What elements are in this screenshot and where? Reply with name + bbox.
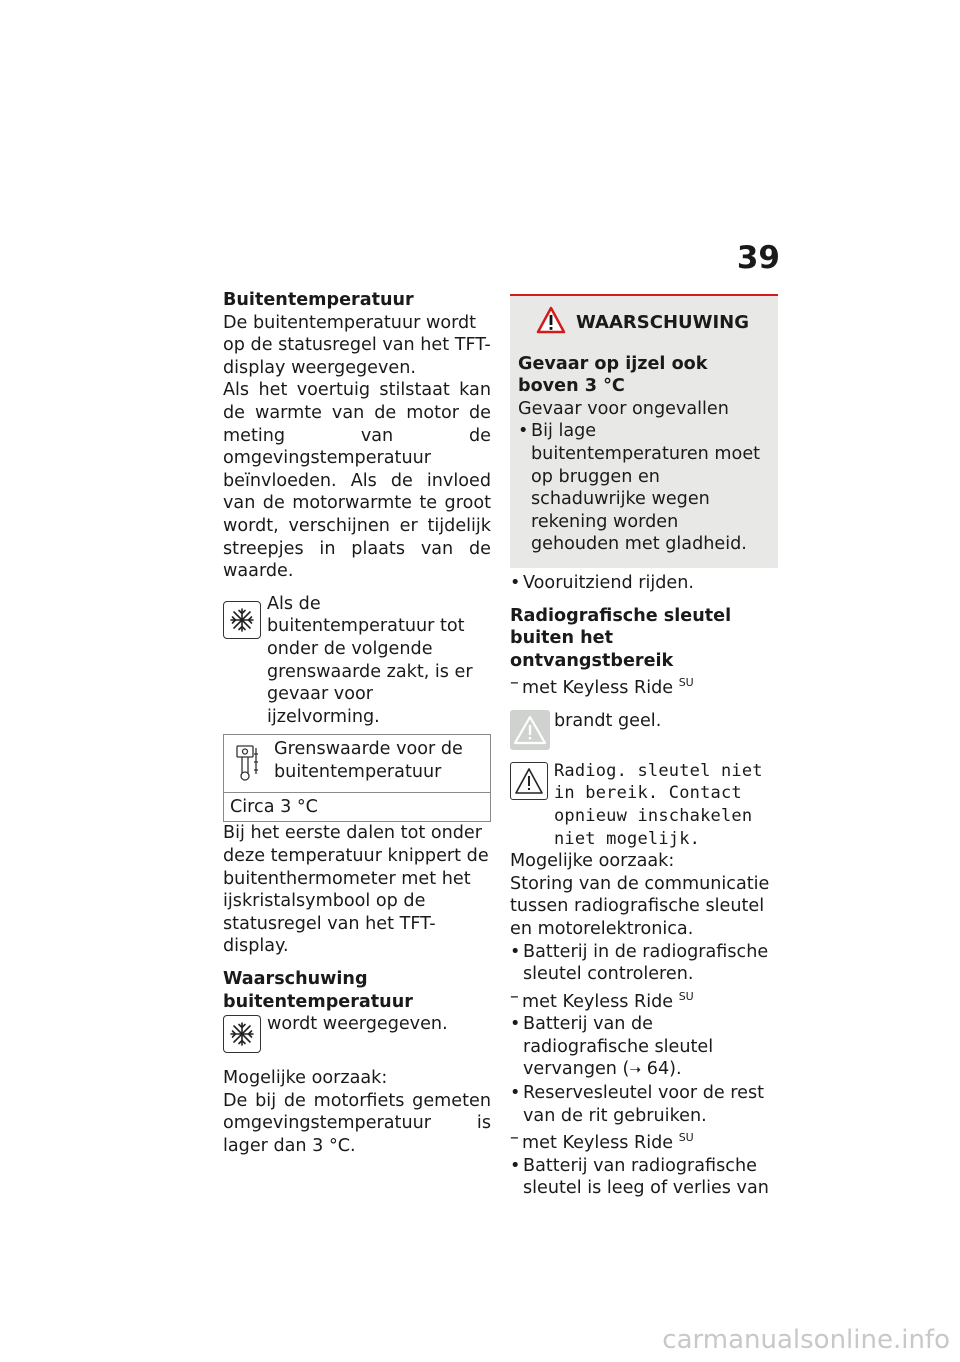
- ice-warning-text: Als de buitentemperatuur tot onder de volgende grenswaarde zakt, is er gevaar voor ijzelvorming.: [267, 593, 473, 727]
- warning-triangle-icon: [536, 306, 566, 341]
- warning-header: [518, 306, 770, 341]
- section-heading-radio-key: Radiografische sleutel buiten het ontvangstbereik: [510, 605, 732, 671]
- warning-text: Gevaar voor ongevallen: [518, 398, 729, 419]
- page-number: 39: [736, 240, 780, 276]
- left-column: [223, 289, 491, 1158]
- section-heading-outside-temp: Buitentemperatuur: [223, 290, 414, 310]
- limit-table: [223, 734, 491, 822]
- snowflake-icon: [223, 1015, 261, 1053]
- table-header-cell: [224, 735, 491, 793]
- list-item: • Vooruitziend rijden.: [510, 572, 778, 595]
- warning-bullet: • Bij lage buitentemperaturen moet op bruggen en schaduwrijke wegen rekening worden gehouden met gladheid.: [518, 420, 770, 556]
- paragraph: De buitentemperatuur wordt op de statusregel van het TFT-display weergegeven.: [223, 312, 491, 378]
- list-item: • Reservesleutel voor de rest van de rit gebruiken.: [510, 1082, 778, 1127]
- table-header-text: Grenswaarde voor de buitentemperatuur: [274, 739, 463, 782]
- list-item: • Batterij van de radiografische sleutel vervangen (➝ 64).: [510, 1013, 778, 1082]
- watermark: carmanualsonline.info: [662, 1325, 950, 1355]
- key-lamp-text: brandt geel.: [554, 710, 662, 731]
- section-heading-temp-warning: Waarschuwing buitentemperatuur: [223, 969, 413, 1012]
- page-reference[interactable]: 64: [646, 1059, 670, 1080]
- paragraph: Als het voertuig stilstaat kan de warmte van de motor de meting van de omgevingstemperatuur beïnvloeden. Als de invloed van de motorwarmte te groot wordt, verschijnen er tijdelijk streepjes in plaats van de waarde.: [223, 380, 491, 582]
- warning-heading: Gevaar op ijzel ook boven 3 °C: [518, 353, 708, 397]
- right-column: [510, 294, 778, 1200]
- warning-triangle-icon: [510, 762, 548, 800]
- display-message-text: Radiog. sleutel niet in bereik. Contact opnieuw inschakelen niet mogelijk.: [554, 760, 763, 849]
- thermometer-icon: [230, 738, 264, 789]
- list-item: • Batterij in de radiografische sleutel controleren.: [510, 941, 778, 986]
- key-lamp-note: [510, 710, 778, 750]
- paragraph: De bij de motorfiets gemeten omgevingstemperatuur is lager dan 3 °C.: [223, 1090, 491, 1156]
- warning-box: [510, 294, 778, 568]
- page-ref-arrow-icon: ➝: [629, 1062, 642, 1079]
- keyless-note: – met Keyless Ride $^{SU}$: [510, 672, 778, 699]
- keyless-note: – met Keyless Ride $^{SU}$: [510, 986, 778, 1013]
- warning-title: WAARSCHUWING: [576, 312, 750, 333]
- temp-warning-note: [223, 1013, 491, 1057]
- temp-warning-text: wordt weergegeven.: [267, 1014, 448, 1035]
- paragraph: Bij het eerste dalen tot onder deze temperatuur knippert de buitenthermometer met het ijskristalsymbool op de statusregel van het TFT-display.: [223, 823, 489, 957]
- paragraph: Mogelijke oorzaak:: [510, 851, 675, 872]
- keyless-note: – met Keyless Ride $^{SU}$: [510, 1127, 778, 1154]
- paragraph: Storing van de communicatie tussen radiografische sleutel en motorelektronica.: [510, 873, 770, 939]
- table-value-cell: Circa 3 °C: [224, 792, 491, 822]
- snowflake-icon: [223, 601, 261, 639]
- paragraph: Mogelijke oorzaak:: [223, 1068, 388, 1089]
- warning-triangle-icon: [510, 710, 550, 750]
- ice-warning-note: [223, 593, 491, 729]
- list-item: • Batterij van radiografische sleutel is leeg of verlies van: [510, 1155, 778, 1200]
- display-message: [510, 760, 778, 850]
